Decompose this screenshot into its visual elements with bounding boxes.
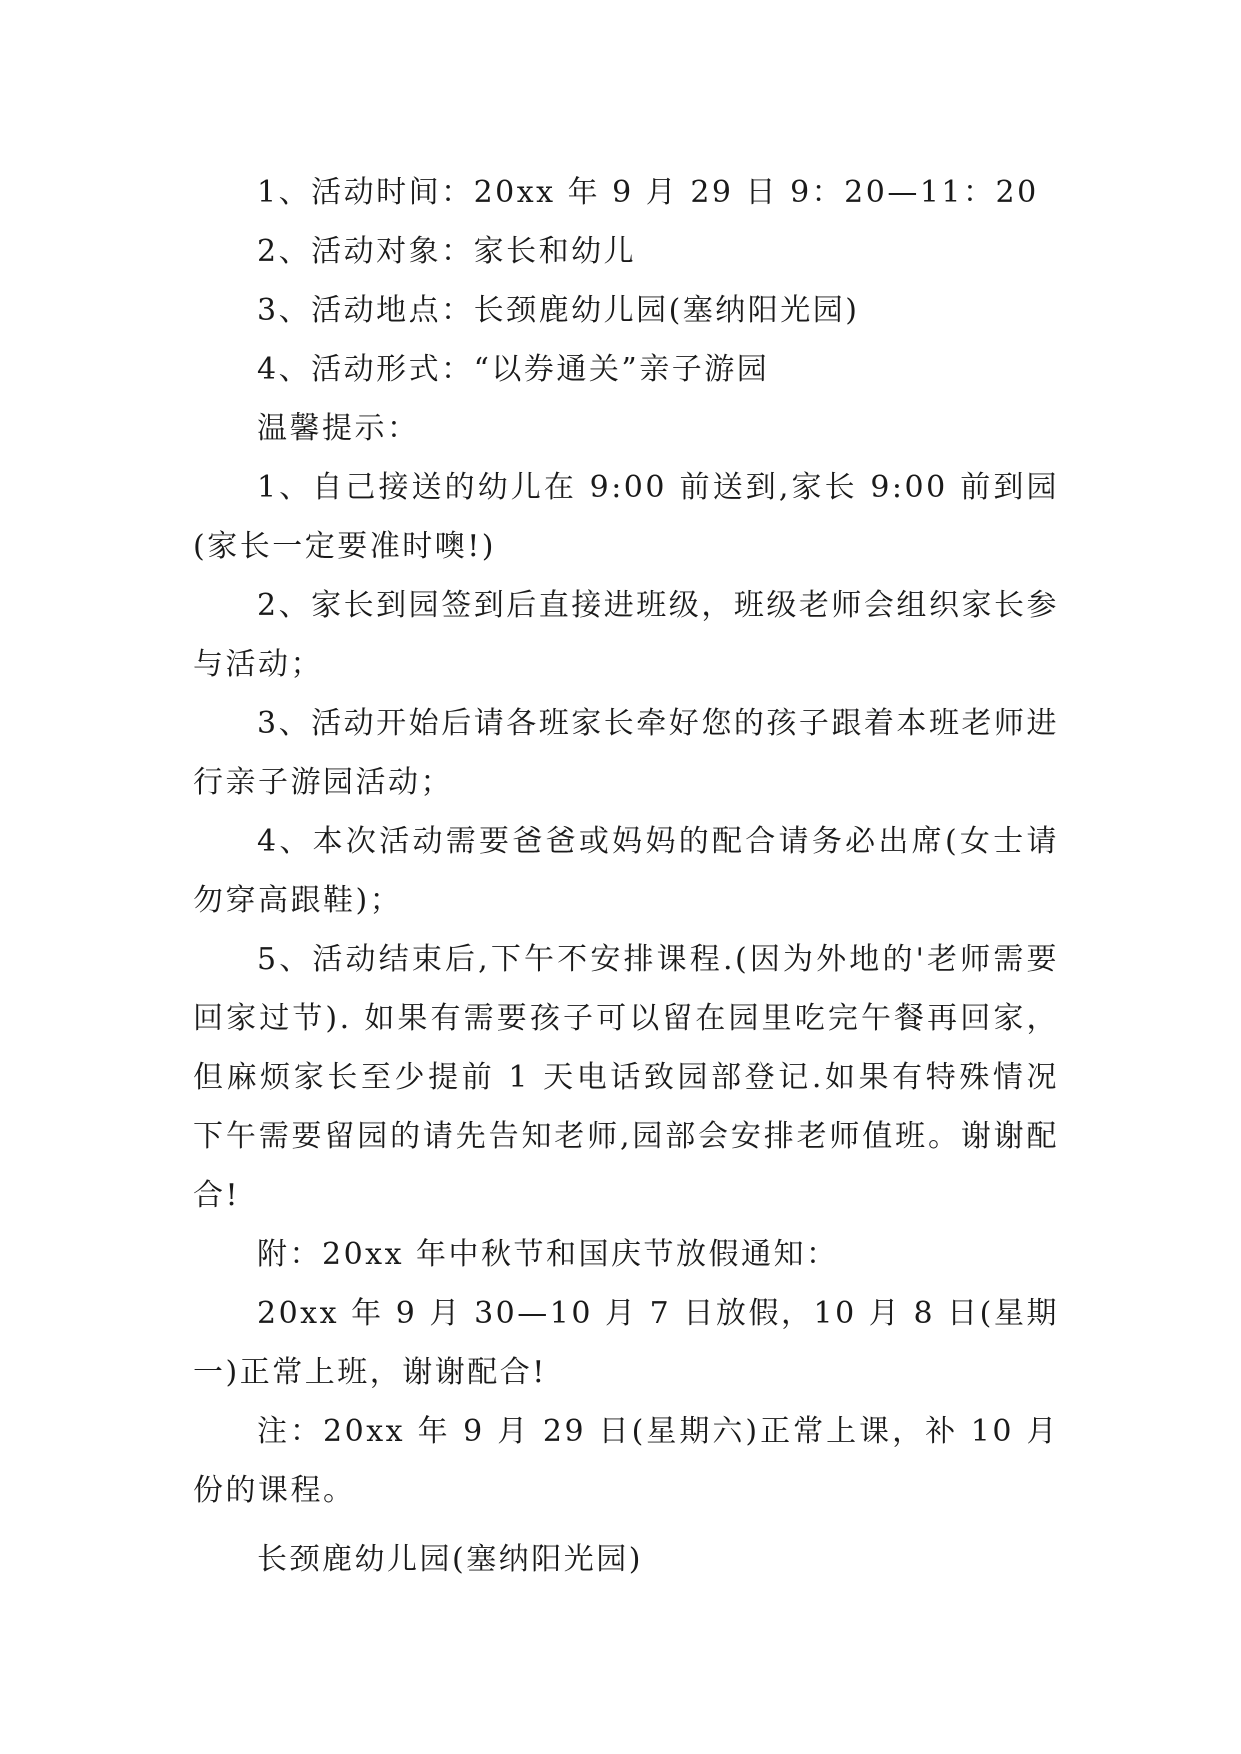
tip-item: 4、本次活动需要爸爸或妈妈的配合请务必出席(女士请勿穿高跟鞋)；: [193, 824, 1059, 918]
detail-format: 4、活动形式：“以券通关”亲子游园: [257, 352, 770, 387]
tip-item: 3、活动开始后请各班家长牵好您的孩子跟着本班老师进行亲子游园活动；: [193, 706, 1059, 800]
note-paragraph: 注：20xx 年 9 月 29 日(星期六)正常上课，补 10 月份的课程。: [193, 1414, 1059, 1508]
detail-location: 3、活动地点：长颈鹿幼儿园(塞纳阳光园): [257, 293, 860, 328]
tip-item: 2、家长到园签到后直接进班级，班级老师会组织家长参与活动；: [193, 588, 1059, 682]
tip-item: 5、活动结束后,下午不安排课程.(因为外地的'老师需要回家过节). 如果有需要孩子可以留在园里吃完午餐再回家，但麻烦家长至少提前 1 天电话致园部登记.如果有特殊情况下午需要留园的请先告知老师,园部会安排老师值班。谢谢配合!: [193, 942, 1059, 1213]
document-body: [193, 163, 1059, 1589]
detail-time: 1、活动时间：20xx 年 9 月 29 日 9：20—11：20: [257, 175, 1039, 210]
tip-item: 1、自己接送的幼儿在 9:00 前送到,家长 9:00 前到园(家长一定要准时噢!): [193, 470, 1059, 564]
holiday-notice: 20xx 年 9 月 30—10 月 7 日放假，10 月 8 日(星期一)正常上班，谢谢配合!: [193, 1296, 1059, 1390]
tips-heading: 温馨提示：: [257, 411, 420, 446]
detail-audience: 2、活动对象：家长和幼儿: [257, 234, 637, 269]
appendix-heading: 附：20xx 年中秋节和国庆节放假通知：: [257, 1237, 839, 1272]
signature: 长颈鹿幼儿园(塞纳阳光园): [257, 1542, 643, 1577]
